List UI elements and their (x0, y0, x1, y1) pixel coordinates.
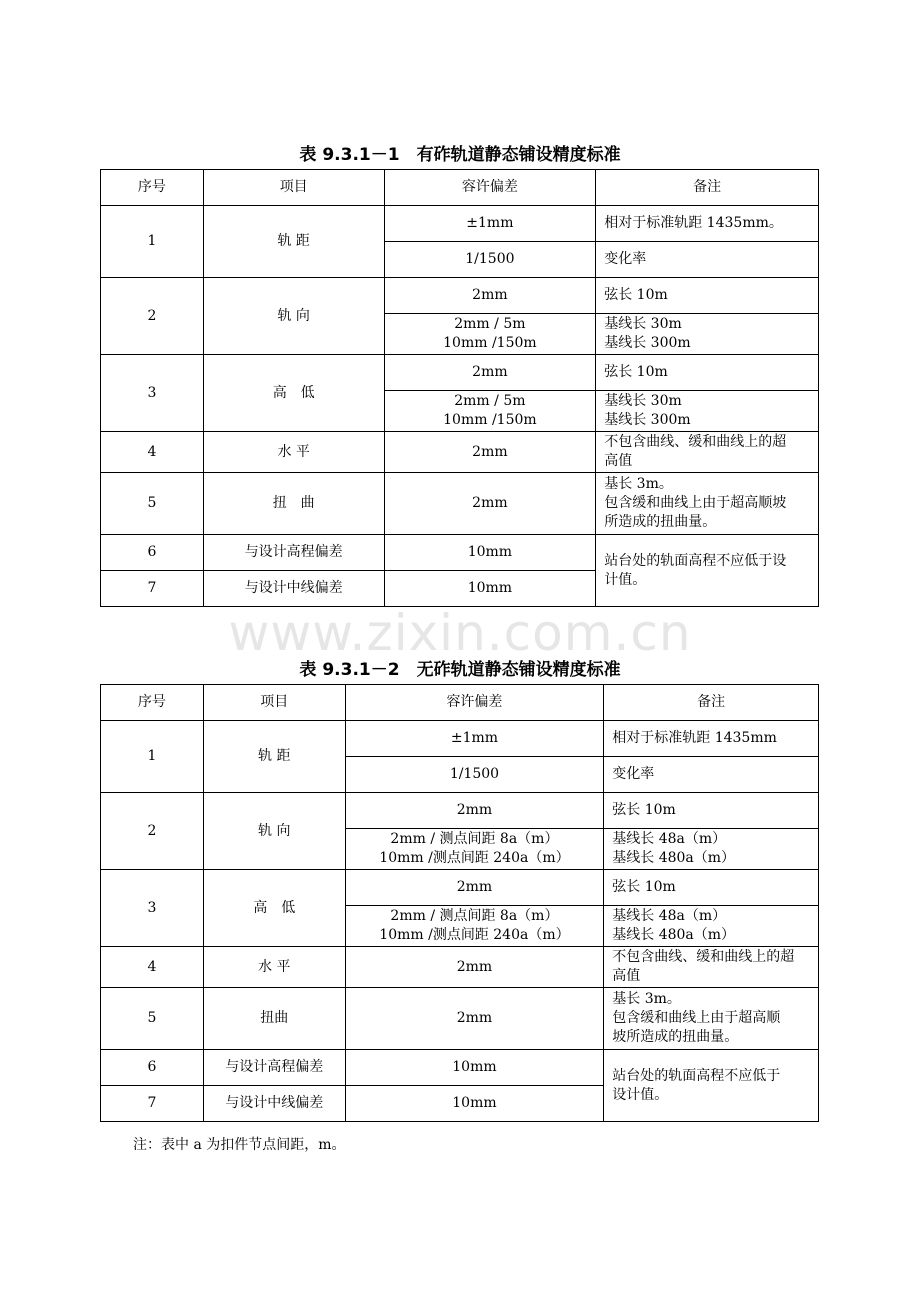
remark-line: 包含缓和曲线上由于超高顺 (612, 1010, 781, 1026)
remark-line: 基线长 30m (604, 316, 682, 332)
row-tolerance (384, 314, 596, 355)
header-remark: 备注 (596, 170, 819, 206)
remark-line: 包含缓和曲线上由于超高顺坡 (604, 495, 787, 511)
row-item: 轨 距 (203, 206, 384, 278)
row-tolerance: 2mm (345, 870, 604, 906)
footnote: 注：表中 a 为扣件节点间距，m。 (133, 1137, 346, 1153)
row-no: 2 (101, 278, 204, 355)
row-remark: 相对于标准轨距 1435mm (604, 721, 819, 757)
header-tolerance: 容许偏差 (345, 685, 604, 721)
tolerance-line: 2mm / 测点间距 8a（m） (390, 831, 559, 847)
table1 (100, 169, 819, 607)
row-tolerance (384, 391, 596, 432)
row-no: 6 (101, 1050, 204, 1086)
row-tolerance: 10mm (345, 1086, 604, 1122)
remark-line: 基线长 480a（m） (612, 927, 736, 943)
shared-remark (596, 535, 819, 607)
remark-line: 坡所造成的扭曲量。 (612, 1029, 739, 1045)
row-item: 高 低 (203, 355, 384, 432)
row-tolerance (345, 829, 604, 870)
header-item: 项目 (203, 685, 345, 721)
row-no: 1 (101, 206, 204, 278)
header-item: 项目 (203, 170, 384, 206)
row-no: 3 (101, 355, 204, 432)
tolerance-line: 10mm /测点间距 240a（m） (379, 850, 570, 866)
row-item: 扭曲 (203, 988, 345, 1050)
row-tolerance: 10mm (345, 1050, 604, 1086)
row-item: 与设计高程偏差 (203, 1050, 345, 1086)
row-item: 水 平 (203, 947, 345, 988)
row-tolerance: 2mm (384, 432, 596, 473)
remark-line: 站台处的轨面高程不应低于 (612, 1067, 781, 1084)
header-remark: 备注 (604, 685, 819, 721)
row-remark: 弦长 10m (596, 355, 819, 391)
row-remark (604, 829, 819, 870)
row-remark: 变化率 (596, 242, 819, 278)
row-tolerance: 10mm (384, 571, 596, 607)
remark-line: 设计值。 (612, 1086, 669, 1103)
tolerance-line: 10mm /测点间距 240a（m） (379, 927, 570, 943)
row-tolerance: ±1mm (345, 721, 604, 757)
table1-title: 表 9.3.1－1 有砟轨道静态铺设精度标准 (299, 145, 621, 165)
row-tolerance: 1/1500 (345, 757, 604, 793)
row-no: 6 (101, 535, 204, 571)
row-item: 扭 曲 (203, 473, 384, 535)
row-tolerance: 2mm (345, 947, 604, 988)
row-tolerance: 10mm (384, 535, 596, 571)
row-item: 与设计中线偏差 (203, 1086, 345, 1122)
tolerance-line: 2mm / 5m (454, 316, 526, 332)
tolerance-line: 10mm /150m (443, 412, 537, 428)
row-remark (596, 432, 819, 473)
row-no: 5 (101, 988, 204, 1050)
row-remark: 弦长 10m (604, 870, 819, 906)
row-remark: 变化率 (604, 757, 819, 793)
tolerance-line: 2mm / 5m (454, 393, 526, 409)
row-remark (596, 391, 819, 432)
remark-line: 计值。 (604, 571, 647, 588)
remark-line: 所造成的扭曲量。 (604, 514, 717, 530)
row-tolerance: 2mm (345, 988, 604, 1050)
remark-line: 基线长 300m (604, 335, 691, 351)
row-no: 2 (101, 793, 204, 870)
row-item: 轨 向 (203, 793, 345, 870)
row-tolerance: ±1mm (384, 206, 596, 242)
row-no: 4 (101, 947, 204, 988)
remark-line: 高值 (612, 968, 641, 984)
row-remark (604, 906, 819, 947)
row-remark (604, 947, 819, 988)
row-tolerance (345, 906, 604, 947)
row-remark (596, 314, 819, 355)
row-tolerance: 2mm (384, 473, 596, 535)
tolerance-line: 10mm /150m (443, 335, 537, 351)
remark-line: 基线长 480a（m） (612, 850, 736, 866)
watermark: www.zixin.com.cn (228, 604, 692, 662)
row-item: 高 低 (203, 870, 345, 947)
header-tolerance: 容许偏差 (384, 170, 596, 206)
header-seq: 序号 (101, 170, 204, 206)
remark-line: 不包含曲线、缓和曲线上的超 (612, 949, 795, 965)
row-item: 与设计高程偏差 (203, 535, 384, 571)
row-no: 4 (101, 432, 204, 473)
remark-line: 不包含曲线、缓和曲线上的超 (604, 434, 787, 450)
shared-remark (604, 1050, 819, 1122)
row-no: 3 (101, 870, 204, 947)
row-no: 7 (101, 1086, 204, 1122)
header-seq: 序号 (101, 685, 204, 721)
row-item: 与设计中线偏差 (203, 571, 384, 607)
row-tolerance: 1/1500 (384, 242, 596, 278)
remark-line: 基线长 300m (604, 412, 691, 428)
remark-line: 高值 (604, 453, 633, 469)
remark-line: 基线长 48a（m） (612, 831, 727, 847)
remark-line: 基长 3m。 (612, 991, 681, 1007)
table2-title: 表 9.3.1－2 无砟轨道静态铺设精度标准 (299, 660, 621, 680)
row-no: 7 (101, 571, 204, 607)
row-remark (604, 988, 819, 1050)
table2 (100, 684, 819, 1122)
row-tolerance: 2mm (345, 793, 604, 829)
row-item: 轨 向 (203, 278, 384, 355)
row-item: 水 平 (203, 432, 384, 473)
row-no: 1 (101, 721, 204, 793)
row-remark: 弦长 10m (604, 793, 819, 829)
remark-line: 基线长 30m (604, 393, 682, 409)
row-tolerance: 2mm (384, 355, 596, 391)
row-no: 5 (101, 473, 204, 535)
remark-line: 站台处的轨面高程不应低于设 (604, 552, 787, 569)
remark-line: 基长 3m。 (604, 476, 673, 492)
row-remark (596, 473, 819, 535)
remark-line: 基线长 48a（m） (612, 908, 727, 924)
tolerance-line: 2mm / 测点间距 8a（m） (390, 908, 559, 924)
row-remark: 弦长 10m (596, 278, 819, 314)
row-tolerance: 2mm (384, 278, 596, 314)
row-item: 轨 距 (203, 721, 345, 793)
row-remark: 相对于标准轨距 1435mm。 (596, 206, 819, 242)
